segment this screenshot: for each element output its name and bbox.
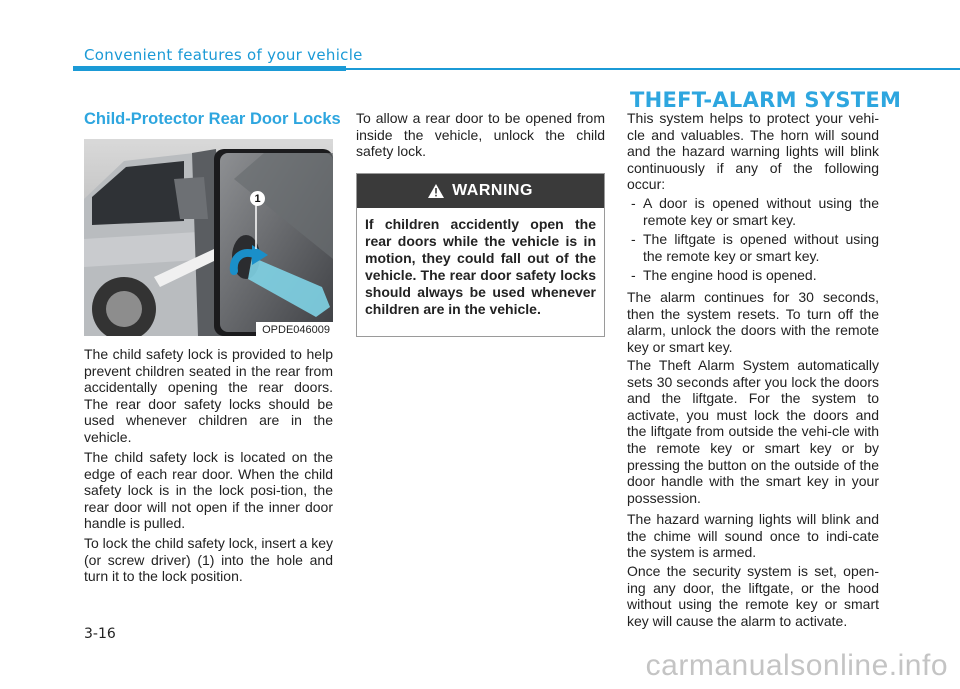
unlock-paragraph: To allow a rear door to be opened from inside the vehicle, unlock the child safety lock. <box>356 110 605 160</box>
theft-alarm-paragraph-4: The hazard warning lights will blink and the chime will sound once to indi-cate the system is armed. <box>627 511 879 561</box>
theft-alarm-paragraph-5: Once the security system is set, open-ing any door, the liftgate, or the hood without using the remote key or smart key will cause the alarm to activate. <box>627 563 879 629</box>
list-item-text: The engine hood is opened. <box>643 267 817 283</box>
child-lock-paragraph-2: The child safety lock is located on the edge of each rear door. When the child safety lock is in the lock posi-tion, the rear door will not open if the inner door handle is pulled. <box>84 449 333 532</box>
list-bullet: - <box>631 267 636 283</box>
list-item <box>627 231 879 264</box>
theft-alarm-intro: This system helps to protect your vehi-cle and valuables. The horn will sound and the hazard warning lights will blink continuously if any of the following occur: <box>627 110 879 193</box>
list-item-text: A door is opened without using the remote key or smart key. <box>643 195 879 228</box>
header-rule <box>346 68 960 70</box>
callout-1-label: 1 <box>254 192 261 205</box>
list-item-text: The liftgate is opened without using the remote key or smart key. <box>643 231 879 264</box>
warning-box <box>356 173 605 337</box>
callout-1-badge <box>250 191 265 206</box>
section-title-child-locks: Child-Protector Rear Door Locks <box>84 110 341 128</box>
child-lock-paragraph-3: To lock the child safety lock, insert a key (or screw driver) (1) into the hole and turn it to the lock position. <box>84 535 333 585</box>
header-rule-accent <box>73 66 346 71</box>
warning-triangle-icon <box>428 184 444 198</box>
child-lock-illustration <box>84 139 333 336</box>
figure-code: OPDE046009 <box>256 322 333 336</box>
chapter-header: Convenient features of your vehicle <box>84 46 363 64</box>
child-lock-paragraph-1: The child safety lock is provided to help prevent children seated in the rear from accidentally opening the rear doors. The rear door safety locks should be used whenever children are in the vehicle. <box>84 346 333 445</box>
watermark: carmanualsonline.info <box>645 649 948 682</box>
warning-header <box>357 174 604 208</box>
list-bullet: - <box>631 195 636 211</box>
warning-text: If children accidently open the rear doors while the vehicle is in motion, they could fall out of the vehicle. The rear door safety locks should always be used whenever children are in the vehicle. <box>365 216 596 317</box>
list-item <box>627 267 879 284</box>
theft-alarm-paragraph-2: The alarm continues for 30 seconds, then the system resets. To turn off the alarm, unlock the doors with the remote key or smart key. <box>627 289 879 355</box>
page-number: 3-16 <box>84 626 116 642</box>
theft-alarm-paragraph-3: The Theft Alarm System automatically sets 30 seconds after you lock the doors and the liftgate. For the system to activate, you must lock the doors and the liftgate from outside the vehi-cle with the remote key or smart key or by pressing the button on the outside of the door handle with the smart key in your possession. <box>627 357 879 506</box>
warning-label: WARNING <box>452 182 533 199</box>
list-item <box>627 195 879 228</box>
section-title-theft-alarm: THEFT-ALARM SYSTEM <box>630 88 902 112</box>
list-bullet: - <box>631 231 636 247</box>
